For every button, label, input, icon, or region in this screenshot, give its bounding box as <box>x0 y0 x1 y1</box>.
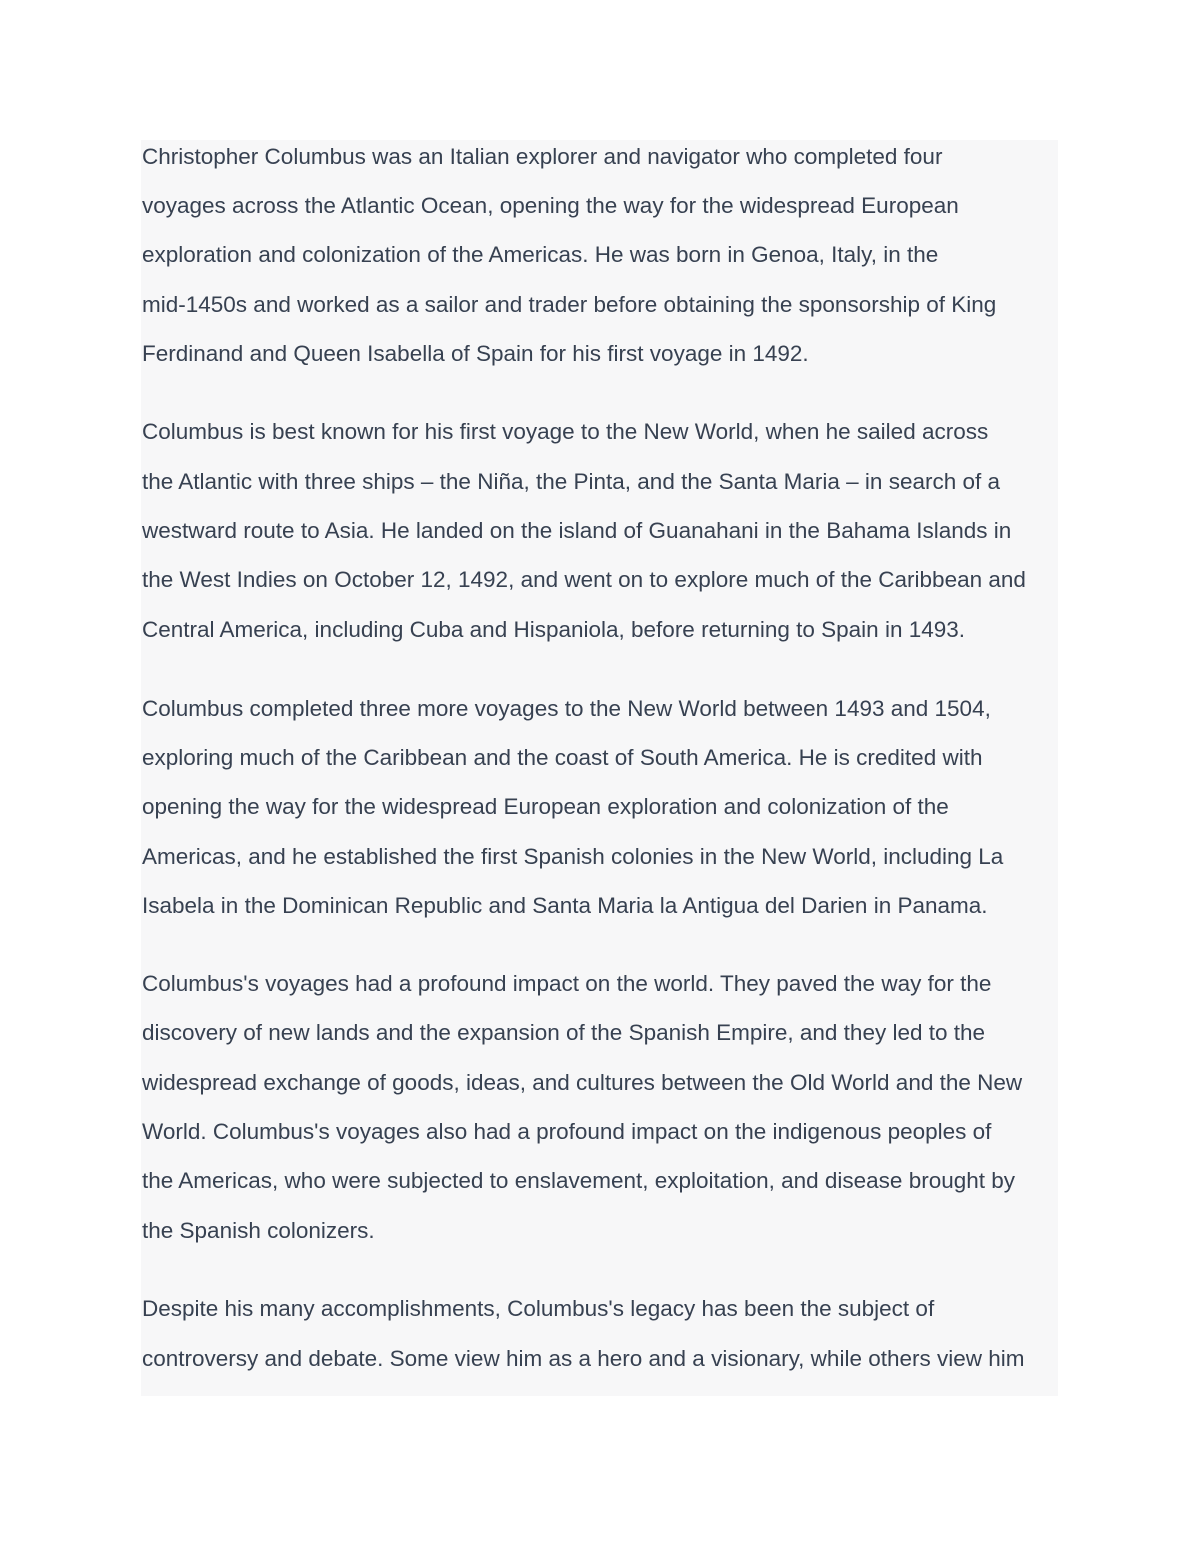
text-line: controversy and debate. Some view him as a hero and a visionary, while others view him <box>142 1346 1025 1371</box>
text-line: widespread exchange of goods, ideas, and cultures between the Old World and the New <box>142 1070 1023 1095</box>
text-line: opening the way for the widespread European exploration and colonization of the <box>142 794 949 819</box>
text-line: Isabela in the Dominican Republic and Santa Maria la Antigua del Darien in Panama. <box>142 893 988 918</box>
text-line: exploration and colonization of the Americas. He was born in Genoa, Italy, in the <box>142 242 939 267</box>
text-line: mid-1450s and worked as a sailor and trader before obtaining the sponsorship of King <box>142 292 997 317</box>
text-line: Columbus completed three more voyages to the New World between 1493 and 1504, <box>142 696 991 721</box>
text-line: Christopher Columbus was an Italian explorer and navigator who completed four <box>142 144 943 169</box>
text-line: World. Columbus's voyages also had a profound impact on the indigenous peoples of <box>142 1119 992 1144</box>
text-line: the Atlantic with three ships – the Niña, the Pinta, and the Santa Maria – in search of a <box>142 469 1001 494</box>
text-line: Central America, including Cuba and Hispaniola, before returning to Spain in 1493. <box>142 617 966 642</box>
text-block <box>141 140 1058 1396</box>
text-line: Americas, and he established the first Spanish colonies in the New World, including La <box>142 844 1004 869</box>
text-line: discovery of new lands and the expansion of the Spanish Empire, and they led to the <box>142 1020 986 1045</box>
text-line: Columbus is best known for his first voyage to the New World, when he sailed across <box>142 419 989 444</box>
text-line: the Americas, who were subjected to enslavement, exploitation, and disease brought by <box>142 1168 1016 1193</box>
text-line: Despite his many accomplishments, Columbus's legacy has been the subject of <box>142 1296 935 1321</box>
text-line: the Spanish colonizers. <box>142 1218 375 1243</box>
text-line: voyages across the Atlantic Ocean, opening the way for the widespread European <box>142 193 959 218</box>
text-line: westward route to Asia. He landed on the island of Guanahani in the Bahama Islands in <box>142 518 1012 543</box>
text-line: Columbus's voyages had a profound impact on the world. They paved the way for the <box>142 971 992 996</box>
text-line: Ferdinand and Queen Isabella of Spain for his first voyage in 1492. <box>142 341 809 366</box>
text-line: the West Indies on October 12, 1492, and went on to explore much of the Caribbean and <box>142 567 1026 592</box>
text-line: exploring much of the Caribbean and the coast of South America. He is credited with <box>142 745 983 770</box>
